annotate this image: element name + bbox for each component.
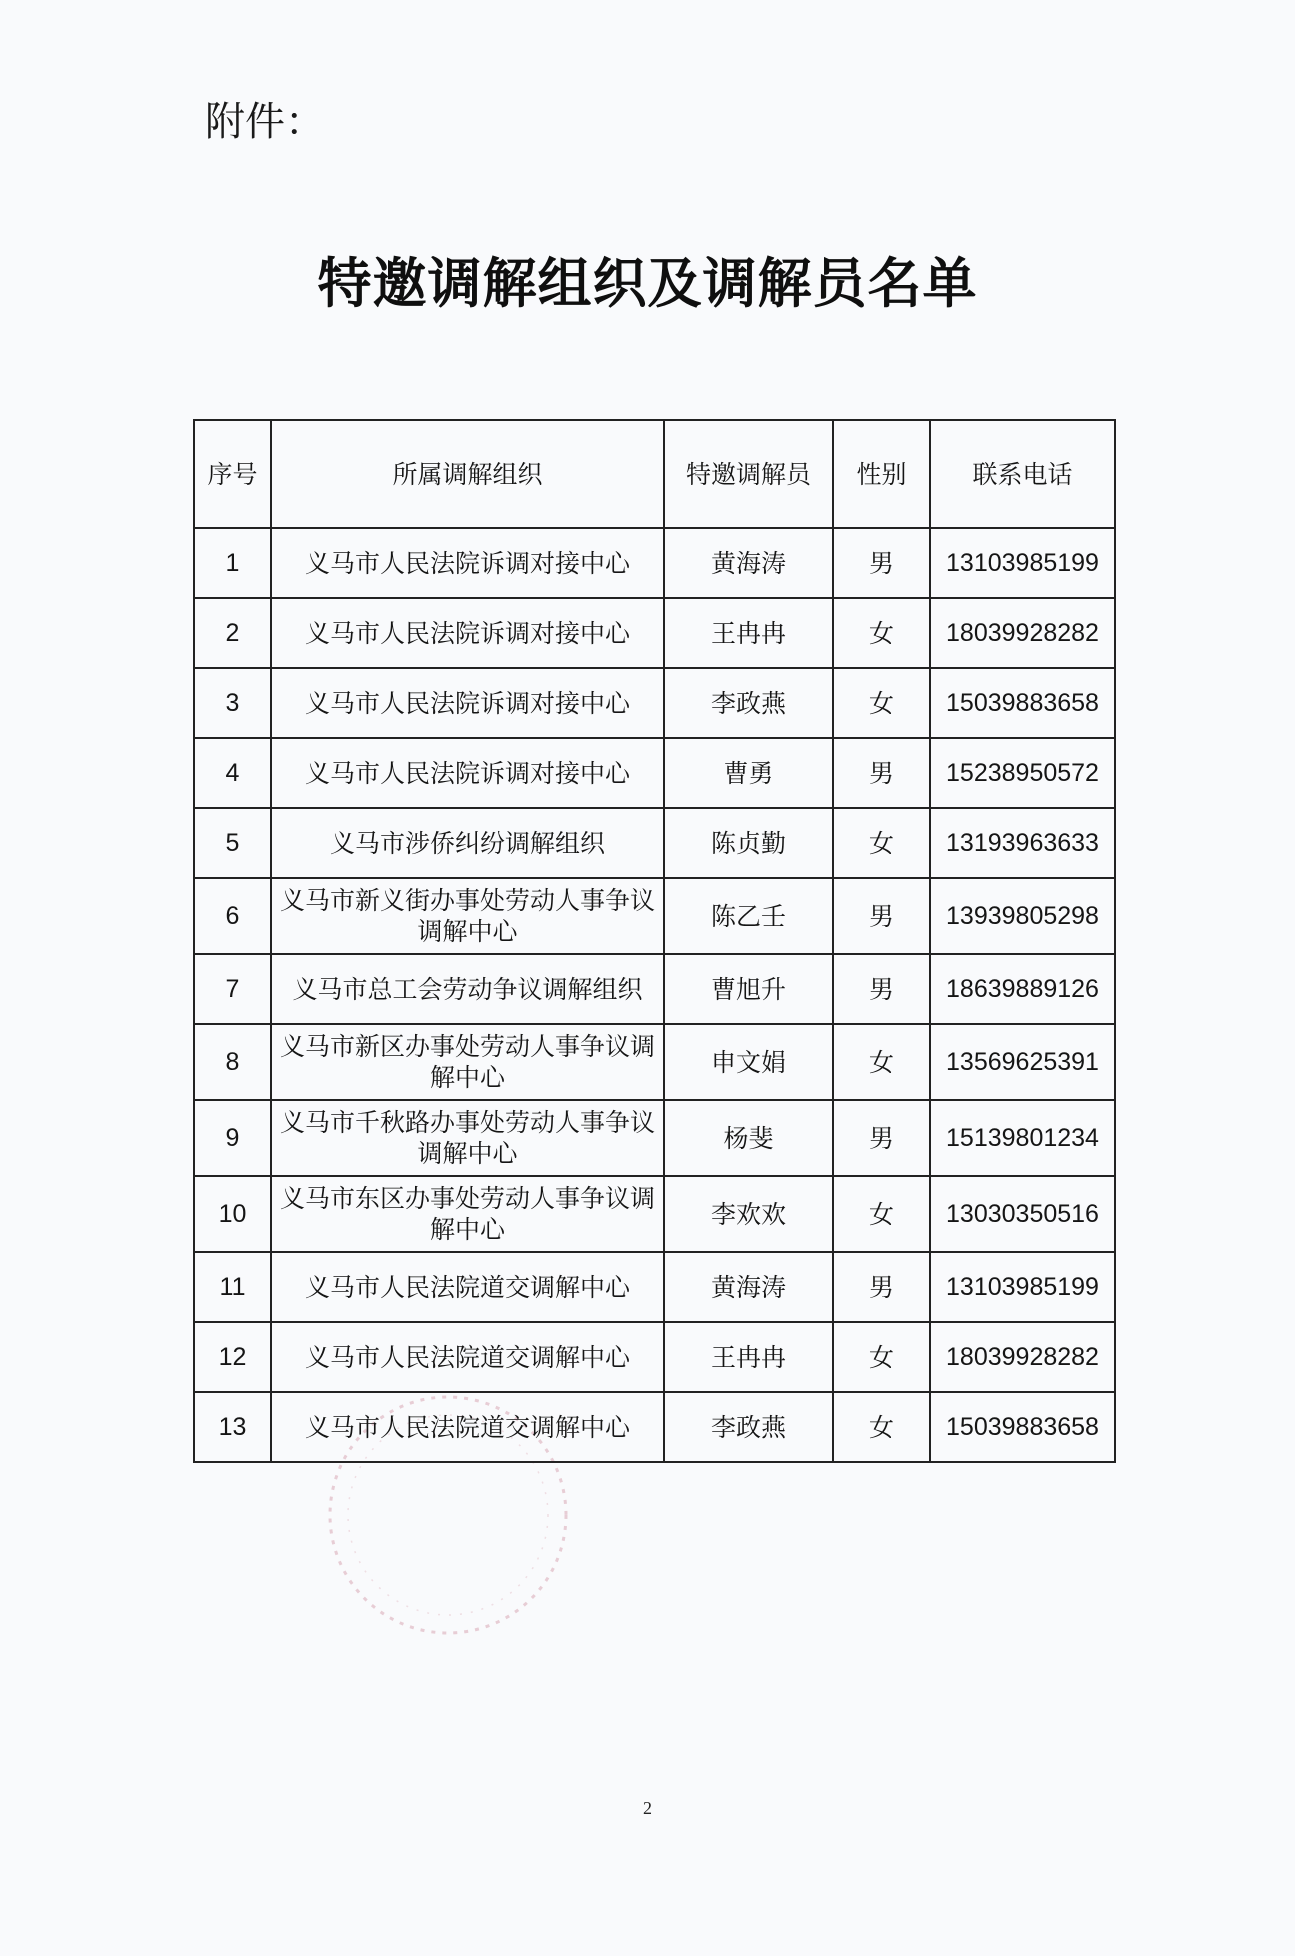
header-serial: 序号 bbox=[194, 420, 271, 528]
cell-mediator: 李政燕 bbox=[664, 1392, 833, 1462]
table-row bbox=[194, 1024, 1115, 1100]
table-header-row bbox=[194, 420, 1115, 528]
cell-mediator: 黄海涛 bbox=[664, 528, 833, 598]
cell-mediator: 曹旭升 bbox=[664, 954, 833, 1024]
cell-mediator: 王冉冉 bbox=[664, 598, 833, 668]
cell-mediator: 申文娟 bbox=[664, 1024, 833, 1100]
cell-serial: 5 bbox=[194, 808, 271, 878]
cell-organization: 义马市总工会劳动争议调解组织 bbox=[271, 954, 664, 1024]
mediator-table bbox=[193, 419, 1116, 1463]
header-gender: 性别 bbox=[833, 420, 930, 528]
cell-organization: 义马市人民法院道交调解中心 bbox=[271, 1322, 664, 1392]
cell-gender: 女 bbox=[833, 598, 930, 668]
cell-phone: 15039883658 bbox=[930, 668, 1115, 738]
cell-mediator: 曹勇 bbox=[664, 738, 833, 808]
table-row bbox=[194, 1100, 1115, 1176]
cell-serial: 3 bbox=[194, 668, 271, 738]
cell-phone: 13103985199 bbox=[930, 1252, 1115, 1322]
cell-mediator: 陈贞勤 bbox=[664, 808, 833, 878]
table-row bbox=[194, 808, 1115, 878]
cell-mediator: 李政燕 bbox=[664, 668, 833, 738]
cell-organization: 义马市新区办事处劳动人事争议调解中心 bbox=[271, 1024, 664, 1100]
cell-phone: 18039928282 bbox=[930, 598, 1115, 668]
table-row bbox=[194, 954, 1115, 1024]
cell-serial: 8 bbox=[194, 1024, 271, 1100]
header-mediator: 特邀调解员 bbox=[664, 420, 833, 528]
cell-gender: 男 bbox=[833, 1100, 930, 1176]
page-number: 2 bbox=[643, 1798, 652, 1818]
table-row bbox=[194, 1252, 1115, 1322]
cell-phone: 18639889126 bbox=[930, 954, 1115, 1024]
cell-serial: 11 bbox=[194, 1252, 271, 1322]
cell-serial: 13 bbox=[194, 1392, 271, 1462]
cell-gender: 女 bbox=[833, 808, 930, 878]
cell-serial: 9 bbox=[194, 1100, 271, 1176]
cell-serial: 12 bbox=[194, 1322, 271, 1392]
table-row bbox=[194, 598, 1115, 668]
cell-organization: 义马市人民法院道交调解中心 bbox=[271, 1392, 664, 1462]
attachment-label: 附件： bbox=[205, 99, 325, 145]
header-phone: 联系电话 bbox=[930, 420, 1115, 528]
cell-organization: 义马市东区办事处劳动人事争议调解中心 bbox=[271, 1176, 664, 1252]
cell-gender: 女 bbox=[833, 1322, 930, 1392]
cell-serial: 4 bbox=[194, 738, 271, 808]
cell-serial: 10 bbox=[194, 1176, 271, 1252]
cell-organization: 义马市人民法院诉调对接中心 bbox=[271, 598, 664, 668]
table-row bbox=[194, 1176, 1115, 1252]
cell-organization: 义马市新义街办事处劳动人事争议调解中心 bbox=[271, 878, 664, 954]
cell-organization: 义马市涉侨纠纷调解组织 bbox=[271, 808, 664, 878]
table-row bbox=[194, 878, 1115, 954]
cell-organization: 义马市千秋路办事处劳动人事争议调解中心 bbox=[271, 1100, 664, 1176]
table-row bbox=[194, 1322, 1115, 1392]
cell-phone: 15238950572 bbox=[930, 738, 1115, 808]
cell-gender: 男 bbox=[833, 738, 930, 808]
cell-organization: 义马市人民法院道交调解中心 bbox=[271, 1252, 664, 1322]
cell-gender: 女 bbox=[833, 1176, 930, 1252]
cell-organization: 义马市人民法院诉调对接中心 bbox=[271, 668, 664, 738]
cell-phone: 15139801234 bbox=[930, 1100, 1115, 1176]
cell-gender: 男 bbox=[833, 878, 930, 954]
cell-organization: 义马市人民法院诉调对接中心 bbox=[271, 528, 664, 598]
cell-phone: 15039883658 bbox=[930, 1392, 1115, 1462]
cell-mediator: 王冉冉 bbox=[664, 1322, 833, 1392]
cell-serial: 2 bbox=[194, 598, 271, 668]
cell-gender: 男 bbox=[833, 954, 930, 1024]
cell-phone: 13103985199 bbox=[930, 528, 1115, 598]
cell-serial: 7 bbox=[194, 954, 271, 1024]
cell-gender: 女 bbox=[833, 1024, 930, 1100]
table-row bbox=[194, 1392, 1115, 1462]
table-row bbox=[194, 738, 1115, 808]
cell-phone: 13569625391 bbox=[930, 1024, 1115, 1100]
cell-mediator: 李欢欢 bbox=[664, 1176, 833, 1252]
table-row bbox=[194, 528, 1115, 598]
header-organization: 所属调解组织 bbox=[271, 420, 664, 528]
document-title: 特邀调解组织及调解员名单 bbox=[317, 252, 978, 315]
cell-phone: 18039928282 bbox=[930, 1322, 1115, 1392]
cell-mediator: 杨斐 bbox=[664, 1100, 833, 1176]
cell-gender: 男 bbox=[833, 1252, 930, 1322]
table-row bbox=[194, 668, 1115, 738]
cell-gender: 女 bbox=[833, 668, 930, 738]
cell-serial: 1 bbox=[194, 528, 271, 598]
cell-gender: 女 bbox=[833, 1392, 930, 1462]
cell-organization: 义马市人民法院诉调对接中心 bbox=[271, 738, 664, 808]
cell-phone: 13939805298 bbox=[930, 878, 1115, 954]
cell-serial: 6 bbox=[194, 878, 271, 954]
cell-mediator: 黄海涛 bbox=[664, 1252, 833, 1322]
cell-mediator: 陈乙壬 bbox=[664, 878, 833, 954]
cell-phone: 13193963633 bbox=[930, 808, 1115, 878]
cell-phone: 13030350516 bbox=[930, 1176, 1115, 1252]
cell-gender: 男 bbox=[833, 528, 930, 598]
